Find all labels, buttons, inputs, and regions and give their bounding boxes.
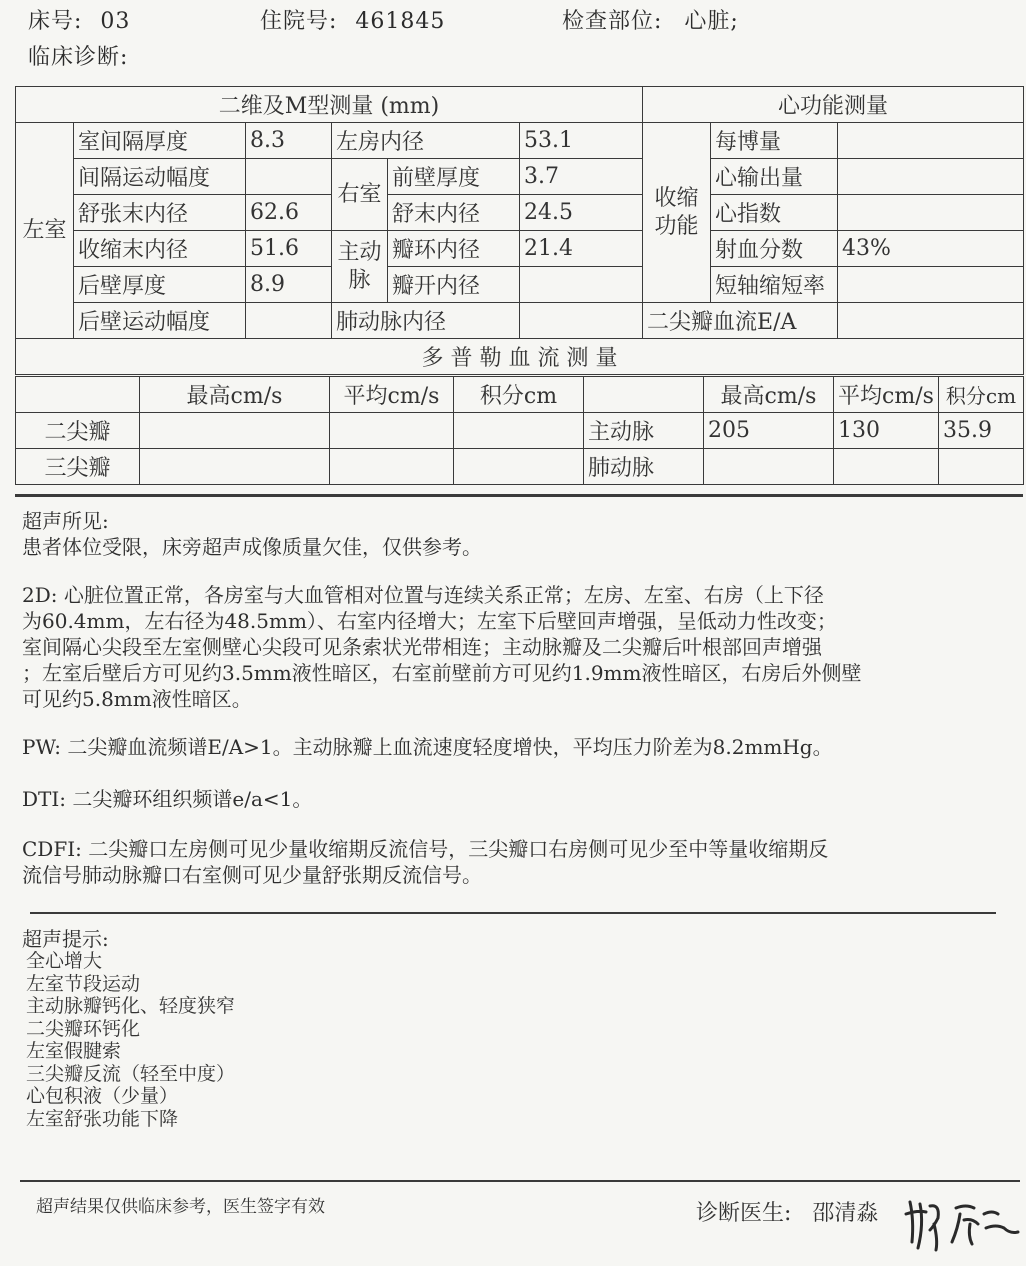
ivs-motion-label: 间隔运动幅度 (74, 159, 246, 195)
list-item: 心包积液（少量） (26, 1085, 179, 1107)
list-item: 左室假腱索 (26, 1040, 122, 1062)
lvedd-label: 舒张末内径 (74, 195, 246, 231)
ao-group-label: 主动脉 (332, 231, 388, 303)
aortic-vti: 35.9 (939, 413, 1024, 449)
findings-cdfi: CDFI: 二尖瓣口左房侧可见少量收缩期反流信号，三尖瓣口右房侧可见少至中等量收缩期反 流信号肺动脉瓣口右室侧可见少量舒张期反流信号。 (22, 837, 829, 887)
doppler-corner-cell-2 (584, 377, 704, 413)
findings-dti: DTI: 二尖瓣环组织频谱e/a<1。 (22, 787, 313, 811)
aortic-peak: 205 (704, 413, 834, 449)
ci-value (838, 195, 1024, 231)
rv-wall-value: 3.7 (520, 159, 643, 195)
findings-p1: 患者体位受限，床旁超声成像质量欠佳，仅供参考。 (22, 535, 482, 559)
sv-value (838, 123, 1024, 159)
tricuspid-vti (454, 449, 584, 485)
pa-value (520, 303, 643, 339)
tricuspid-label: 三尖瓣 (16, 449, 140, 485)
col-mean-header-2: 平均cm/s (834, 377, 939, 413)
sv-label: 每博量 (711, 123, 838, 159)
tricuspid-peak (140, 449, 330, 485)
pw-thickness-value: 8.9 (246, 267, 332, 303)
conclusion-title: 超声提示: (22, 927, 109, 951)
list-item: 三尖瓣反流（轻至中度） (26, 1062, 236, 1085)
co-value (838, 159, 1024, 195)
col-vti-header-2: 积分cm (939, 377, 1024, 413)
rv-diam-value: 24.5 (520, 195, 643, 231)
ivs-thickness-value: 8.3 (246, 123, 332, 159)
lvedd-value: 62.6 (246, 195, 332, 231)
ao-open-value (520, 267, 643, 303)
fs-value (838, 267, 1024, 303)
mv-ea-label: 二尖瓣血流E/A (643, 303, 838, 339)
findings-2d: 2D: 心脏位置正常，各房室与大血管相对位置与连续关系正常；左房、左室、右房（上下径 为60.4mm，左右径为48.5mm）、右室内径增大；左室下后壁回声增强，呈低动力性改变； 室间隔心尖段至左室侧壁心尖段可见条索状光带相连；主动脉瓣及二尖瓣后叶根部回声增强 ；左室后壁后方可见约3.5mm液性暗区，右室前壁前方可见约1.9mm液性暗区，右房后外侧壁 可见约5.8mm液性暗区。 (22, 583, 862, 711)
section-function-header: 心功能测量 (643, 87, 1024, 123)
ivs-thickness-label: 室间隔厚度 (74, 123, 246, 159)
section-2d-header: 二维及M型测量 (mm) (16, 87, 643, 123)
col-peak-header-2: 最高cm/s (704, 377, 834, 413)
pulmonary-label: 肺动脉 (584, 449, 704, 485)
list-item: 左室舒张功能下降 (26, 1107, 179, 1130)
pa-label: 肺动脉内径 (332, 303, 520, 339)
la-label: 左房内径 (332, 123, 520, 159)
rv-diam-label: 舒末内径 (388, 195, 520, 231)
tricuspid-mean (330, 449, 454, 485)
col-vti-header: 积分cm (454, 377, 584, 413)
doppler-table (15, 376, 1024, 485)
measurement-table (15, 86, 1024, 375)
pw-motion-value (246, 303, 332, 339)
col-peak-header: 最高cm/s (140, 377, 330, 413)
conclusion-list (26, 950, 235, 1130)
mitral-vti (454, 413, 584, 449)
ivs-motion-value (246, 159, 332, 195)
lv-group-label: 左室 (16, 123, 74, 339)
pw-motion-label: 后壁运动幅度 (74, 303, 246, 339)
list-item: 主动脉瓣钙化、轻度狭窄 (26, 995, 236, 1017)
mitral-label: 二尖瓣 (16, 413, 140, 449)
list-item: 二尖瓣环钙化 (26, 1017, 141, 1040)
ef-value: 43% (838, 231, 1024, 267)
rv-wall-label: 前壁厚度 (388, 159, 520, 195)
pw-thickness-label: 后壁厚度 (74, 267, 246, 303)
mitral-mean (330, 413, 454, 449)
mitral-peak (140, 413, 330, 449)
bed-number: 床号: 03 (28, 9, 131, 34)
footer-divider (20, 1180, 1020, 1182)
pulmonary-peak (704, 449, 834, 485)
la-value: 53.1 (520, 123, 643, 159)
list-item: 全心增大 (26, 950, 103, 972)
inpatient-number: 住院号: 461845 (260, 9, 446, 34)
doctor-signature-line: 诊断医生: 邵清淼 (696, 1201, 879, 1226)
ao-annulus-label: 瓣环内径 (388, 231, 520, 267)
systolic-group-label: 收缩功能 (643, 123, 711, 303)
list-item: 左室节段运动 (26, 972, 141, 995)
clinical-diagnosis-label: 临床诊断: (28, 45, 129, 70)
ef-label: 射血分数 (711, 231, 838, 267)
exam-site: 检查部位: 心脏; (562, 9, 739, 34)
pulmonary-vti (939, 449, 1024, 485)
ao-open-label: 瓣开内径 (388, 267, 520, 303)
fs-label: 短轴缩短率 (711, 267, 838, 303)
lvesd-value: 51.6 (246, 231, 332, 267)
mv-ea-value (838, 303, 1024, 339)
section-divider (15, 494, 1023, 497)
handwritten-signature (900, 1184, 1022, 1256)
doppler-section-header: 多 普 勒 血 流 测 量 (16, 339, 1024, 375)
aortic-label: 主动脉 (584, 413, 704, 449)
ci-label: 心指数 (711, 195, 838, 231)
rv-group-label: 右室 (332, 159, 388, 231)
col-mean-header: 平均cm/s (330, 377, 454, 413)
co-label: 心输出量 (711, 159, 838, 195)
aortic-mean: 130 (834, 413, 939, 449)
pulmonary-mean (834, 449, 939, 485)
doppler-corner-cell (16, 377, 140, 413)
findings-divider (30, 912, 996, 914)
lvesd-label: 收缩末内径 (74, 231, 246, 267)
findings-title: 超声所见: (22, 509, 109, 533)
findings-pw: PW: 二尖瓣血流频谱E/A>1。主动脉瓣上血流速度轻度增快，平均压力阶差为8.2mmHg。 (22, 735, 833, 759)
ao-annulus-value: 21.4 (520, 231, 643, 267)
footer-note: 超声结果仅供临床参考，医生签字有效 (36, 1197, 325, 1217)
